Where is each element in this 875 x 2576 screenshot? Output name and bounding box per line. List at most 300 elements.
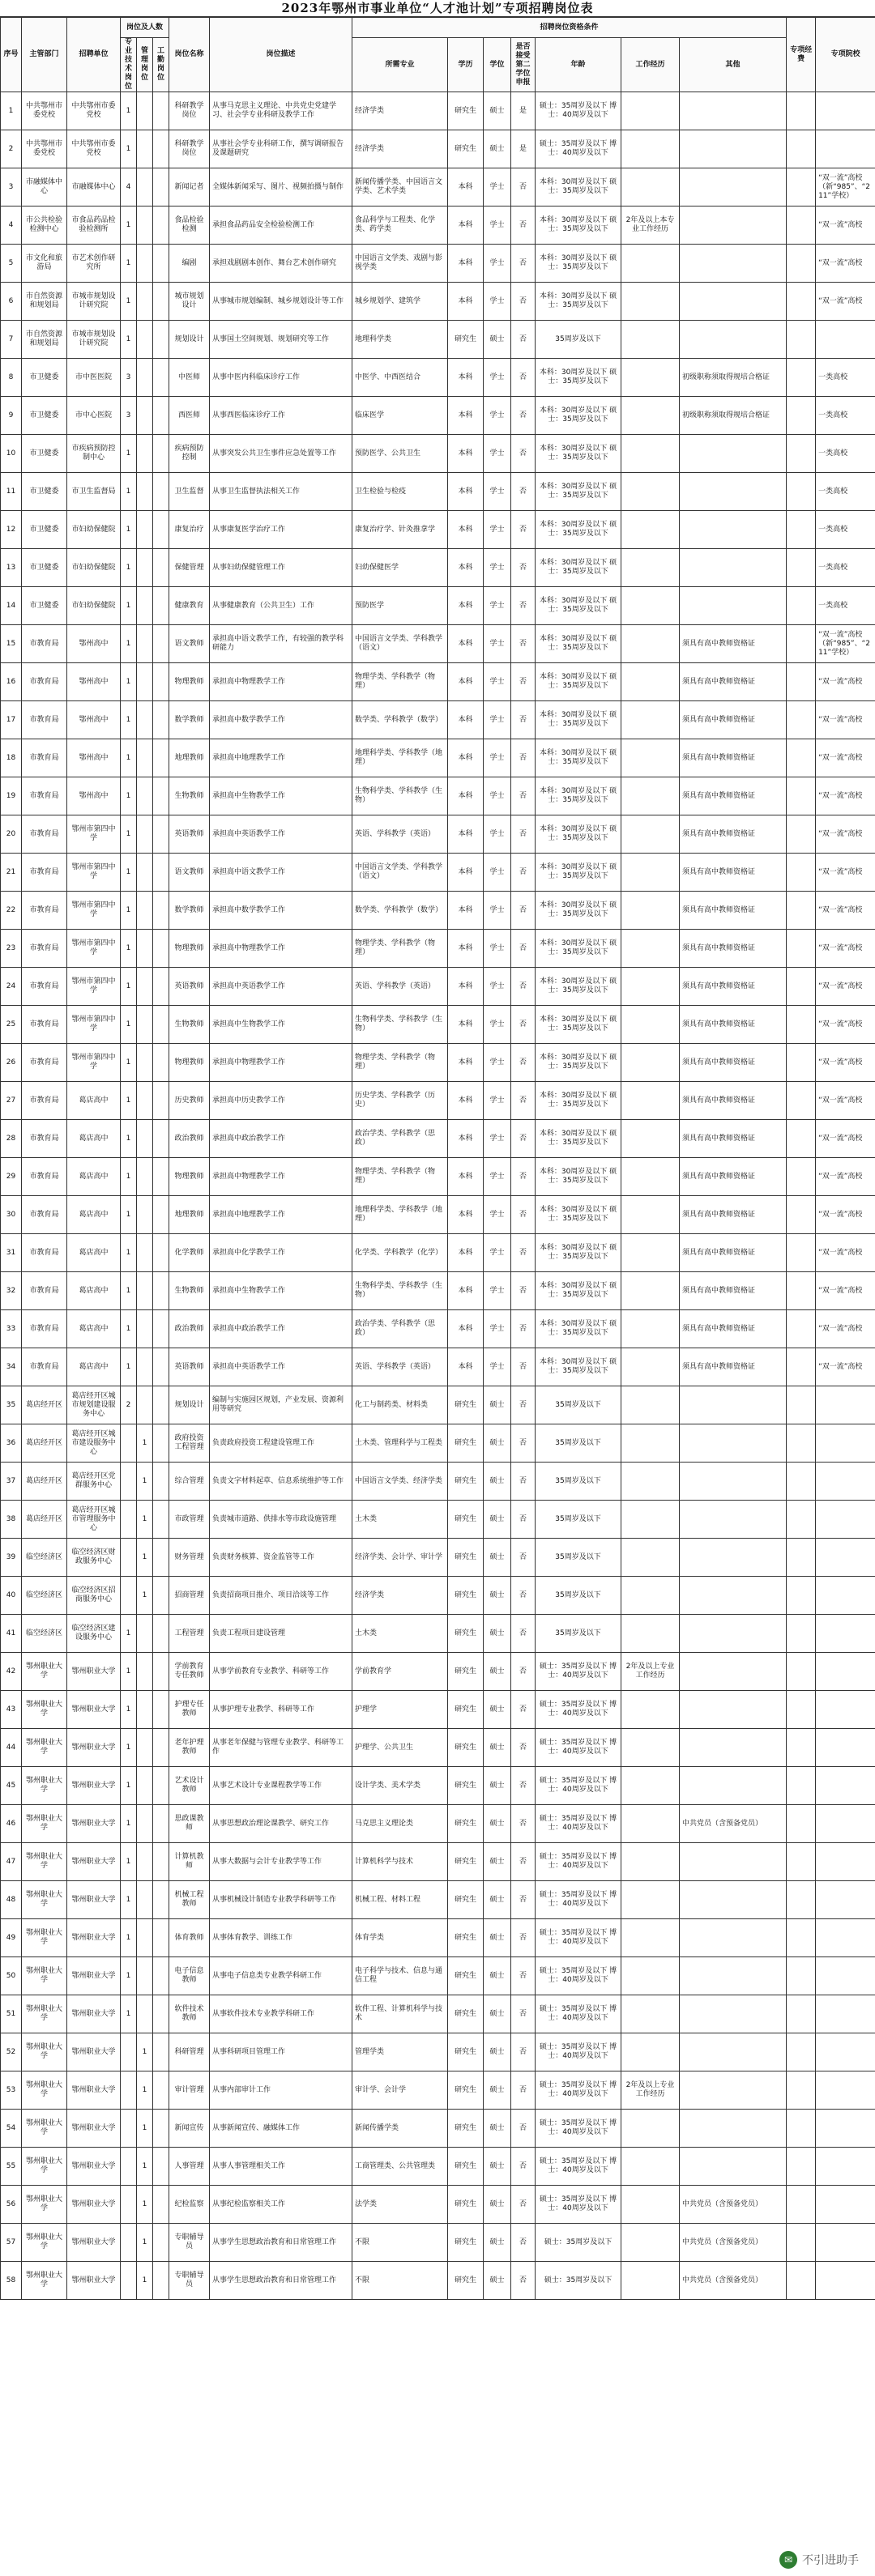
cell-school — [816, 1767, 875, 1805]
cell-post: 英语教师 — [169, 1348, 210, 1386]
cell-dept: 市卫健委 — [22, 397, 67, 435]
cell-school — [816, 2262, 875, 2300]
cell-desc: 从事思想政治理论课教学、研究工作 — [210, 1805, 352, 1843]
cell-post: 电子信息教师 — [169, 1957, 210, 1995]
cell-post: 物理教师 — [169, 930, 210, 968]
cell-pref: 否 — [511, 2224, 536, 2262]
cell-degree: 硕士 — [484, 1805, 511, 1843]
table-row — [1, 1577, 875, 1615]
cell-quota-tech: 2 — [121, 1386, 137, 1424]
cell-fund — [787, 511, 816, 549]
cell-age: 本科：30周岁及以下 硕士：35周岁及以下 — [536, 435, 621, 473]
cell-major: 土木类 — [352, 1615, 448, 1653]
cell-pref: 否 — [511, 1881, 536, 1919]
cell-major: 数学类、学科教学（数学） — [352, 892, 448, 930]
cell-seq: 10 — [1, 435, 22, 473]
cell-pref: 否 — [511, 1044, 536, 1082]
cell-desc: 负责招商项目推介、项目洽谈等工作 — [210, 1577, 352, 1615]
cell-quota-work — [153, 207, 169, 245]
cell-seq: 33 — [1, 1310, 22, 1348]
cell-other: 须具有高中教师资格证 — [680, 1082, 787, 1120]
cell-age: 本科：30周岁及以下 硕士：35周岁及以下 — [536, 245, 621, 283]
cell-major: 化工与制药类、材料类 — [352, 1386, 448, 1424]
cell-exp: 2年及以上专业工作经历 — [621, 2071, 680, 2110]
cell-major: 政治学类、学科教学（思政） — [352, 1310, 448, 1348]
cell-quota-mgmt — [137, 1348, 153, 1386]
cell-other: 须具有高中教师资格证 — [680, 1234, 787, 1272]
cell-desc: 承担高中生物教学工作 — [210, 777, 352, 815]
cell-quota-work — [153, 1615, 169, 1653]
cell-quota-work — [153, 2110, 169, 2148]
cell-fund — [787, 321, 816, 359]
cell-post: 数学教师 — [169, 892, 210, 930]
cell-edu: 本科 — [448, 701, 484, 739]
cell-quota-work — [153, 1006, 169, 1044]
cell-fund — [787, 1729, 816, 1767]
cell-quota-work — [153, 2262, 169, 2300]
cell-fund — [787, 815, 816, 854]
cell-major: 地理科学类 — [352, 321, 448, 359]
cell-post: 疾病预防控制 — [169, 435, 210, 473]
cell-unit: 中共鄂州市委党校 — [67, 92, 121, 130]
cell-unit: 鄂州高中 — [67, 625, 121, 663]
cell-post: 计算机教师 — [169, 1843, 210, 1881]
cell-age: 本科：30周岁及以下 硕士：35周岁及以下 — [536, 739, 621, 777]
cell-school: “双一流”高校 — [816, 1196, 875, 1234]
cell-other: 须具有高中教师资格证 — [680, 892, 787, 930]
cell-seq: 22 — [1, 892, 22, 930]
cell-fund — [787, 1348, 816, 1386]
cell-quota-work — [153, 283, 169, 321]
cell-school: 一类高校 — [816, 473, 875, 511]
cell-seq: 54 — [1, 2110, 22, 2148]
cell-pref: 否 — [511, 1082, 536, 1120]
cell-dept: 葛店经开区 — [22, 1424, 67, 1463]
cell-other: 须具有高中教师资格证 — [680, 854, 787, 892]
cell-degree: 硕士 — [484, 130, 511, 168]
cell-fund — [787, 1577, 816, 1615]
cell-seq: 41 — [1, 1615, 22, 1653]
cell-school: “双一流”高校（新“985”、“211”学校） — [816, 625, 875, 663]
cell-quota-work — [153, 968, 169, 1006]
cell-major: 数学类、学科教学（数学） — [352, 701, 448, 739]
cell-quota-work — [153, 739, 169, 777]
cell-unit: 鄂州职业大学 — [67, 2110, 121, 2148]
cell-desc: 从事社会学专业科研工作，撰写调研报告及课题研究 — [210, 130, 352, 168]
cell-pref: 否 — [511, 1120, 536, 1158]
cell-fund — [787, 92, 816, 130]
cell-quota-tech: 1 — [121, 625, 137, 663]
cell-dept: 市教育局 — [22, 1348, 67, 1386]
cell-quota-mgmt — [137, 1120, 153, 1158]
cell-school: “双一流”高校 — [816, 1310, 875, 1348]
cell-post: 学前教育专任教师 — [169, 1653, 210, 1691]
cell-fund — [787, 1919, 816, 1957]
cell-seq: 7 — [1, 321, 22, 359]
cell-edu: 本科 — [448, 1272, 484, 1310]
cell-quota-tech: 1 — [121, 587, 137, 625]
cell-major: 不限 — [352, 2224, 448, 2262]
cell-dept: 市教育局 — [22, 1082, 67, 1120]
cell-exp — [621, 930, 680, 968]
cell-desc: 承担高中英语教学工作 — [210, 968, 352, 1006]
cell-pref: 否 — [511, 207, 536, 245]
cell-degree: 学士 — [484, 359, 511, 397]
cell-dept: 市融媒体中心 — [22, 168, 67, 207]
cell-pref: 否 — [511, 815, 536, 854]
cell-major: 中国语言文学类、学科教学（语文） — [352, 625, 448, 663]
cell-school: “双一流”高校 — [816, 930, 875, 968]
cell-degree: 学士 — [484, 1082, 511, 1120]
cell-quota-mgmt: 1 — [137, 2110, 153, 2148]
table-row — [1, 930, 875, 968]
cell-quota-tech: 1 — [121, 1272, 137, 1310]
cell-quota-mgmt — [137, 1615, 153, 1653]
cell-other: 须具有高中教师资格证 — [680, 815, 787, 854]
cell-quota-tech: 1 — [121, 1691, 137, 1729]
cell-quota-work — [153, 815, 169, 854]
cell-exp — [621, 473, 680, 511]
cell-unit: 葛店高中 — [67, 1120, 121, 1158]
cell-seq: 17 — [1, 701, 22, 739]
cell-dept: 市教育局 — [22, 1196, 67, 1234]
cell-age: 本科：30周岁及以下 硕士：35周岁及以下 — [536, 473, 621, 511]
header-unit: 招聘单位 — [67, 18, 121, 92]
cell-quota-work — [153, 1310, 169, 1348]
cell-pref: 否 — [511, 2110, 536, 2148]
cell-fund — [787, 207, 816, 245]
cell-degree: 学士 — [484, 968, 511, 1006]
cell-other — [680, 1615, 787, 1653]
cell-quota-tech: 1 — [121, 1729, 137, 1767]
cell-other — [680, 1501, 787, 1539]
cell-age: 硕士：35周岁及以下 博士：40周岁及以下 — [536, 2186, 621, 2224]
cell-pref: 否 — [511, 473, 536, 511]
cell-quota-mgmt — [137, 739, 153, 777]
cell-major: 电子科学与技术、信息与通信工程 — [352, 1957, 448, 1995]
cell-edu: 本科 — [448, 397, 484, 435]
header-quota-tech: 专业技术岗位 — [121, 38, 137, 92]
table-row — [1, 1843, 875, 1881]
cell-degree: 学士 — [484, 168, 511, 207]
cell-dept: 市教育局 — [22, 815, 67, 854]
cell-quota-work — [153, 1082, 169, 1120]
cell-post: 软件技术教师 — [169, 1995, 210, 2033]
cell-major: 中国语言文学类、戏剧与影视学类 — [352, 245, 448, 283]
cell-seq: 47 — [1, 1843, 22, 1881]
cell-edu: 研究生 — [448, 1805, 484, 1843]
cell-pref: 否 — [511, 1539, 536, 1577]
cell-degree: 学士 — [484, 1006, 511, 1044]
cell-desc: 从事新闻宣传、融媒体工作 — [210, 2110, 352, 2148]
cell-fund — [787, 283, 816, 321]
cell-age: 本科：30周岁及以下 硕士：35周岁及以下 — [536, 1006, 621, 1044]
cell-quota-work — [153, 663, 169, 701]
cell-other: 初级职称须取得规培合格证 — [680, 359, 787, 397]
cell-quota-tech: 1 — [121, 1919, 137, 1957]
cell-age: 35周岁及以下 — [536, 321, 621, 359]
cell-other — [680, 511, 787, 549]
cell-exp — [621, 1386, 680, 1424]
table-row — [1, 1272, 875, 1310]
cell-edu: 研究生 — [448, 1729, 484, 1767]
cell-major: 康复治疗学、针灸推拿学 — [352, 511, 448, 549]
cell-age: 35周岁及以下 — [536, 1615, 621, 1653]
cell-major: 物理学类、学科教学（物理） — [352, 930, 448, 968]
cell-desc: 从事城市规划编制、城乡规划设计等工作 — [210, 283, 352, 321]
cell-edu: 本科 — [448, 549, 484, 587]
cell-degree: 学士 — [484, 1272, 511, 1310]
cell-post: 政治教师 — [169, 1310, 210, 1348]
cell-other: 须具有高中教师资格证 — [680, 739, 787, 777]
cell-quota-tech: 1 — [121, 1044, 137, 1082]
cell-unit: 鄂州职业大学 — [67, 2224, 121, 2262]
cell-fund — [787, 549, 816, 587]
cell-unit: 葛店高中 — [67, 1082, 121, 1120]
cell-other: 须具有高中教师资格证 — [680, 625, 787, 663]
cell-major: 土木类 — [352, 1501, 448, 1539]
cell-quota-tech: 1 — [121, 549, 137, 587]
cell-edu: 本科 — [448, 892, 484, 930]
cell-quota-tech: 1 — [121, 473, 137, 511]
cell-edu: 研究生 — [448, 1691, 484, 1729]
cell-pref: 否 — [511, 1919, 536, 1957]
cell-seq: 19 — [1, 777, 22, 815]
cell-age: 本科：30周岁及以下 硕士：35周岁及以下 — [536, 207, 621, 245]
header-quota-work: 工勤岗位 — [153, 38, 169, 92]
cell-desc: 承担戏剧剧本创作、舞台艺术创作研究 — [210, 245, 352, 283]
cell-exp — [621, 1272, 680, 1310]
cell-age: 本科：30周岁及以下 硕士：35周岁及以下 — [536, 663, 621, 701]
cell-fund — [787, 1158, 816, 1196]
cell-post: 招商管理 — [169, 1577, 210, 1615]
cell-major: 经济学类 — [352, 92, 448, 130]
cell-major: 新闻传播学类 — [352, 2110, 448, 2148]
cell-exp — [621, 777, 680, 815]
table-row — [1, 359, 875, 397]
cell-pref: 否 — [511, 587, 536, 625]
wechat-icon: ✉ — [779, 2551, 797, 2569]
cell-unit: 鄂州职业大学 — [67, 1881, 121, 1919]
cell-major: 临床医学 — [352, 397, 448, 435]
cell-quota-tech: 1 — [121, 968, 137, 1006]
table-row — [1, 1501, 875, 1539]
cell-unit: 葛店高中 — [67, 1348, 121, 1386]
cell-school: “双一流”高校 — [816, 245, 875, 283]
cell-edu: 研究生 — [448, 92, 484, 130]
table-row — [1, 1006, 875, 1044]
cell-quota-tech — [121, 1501, 137, 1539]
cell-pref: 否 — [511, 1272, 536, 1310]
cell-edu: 本科 — [448, 1006, 484, 1044]
cell-unit: 葛店高中 — [67, 1158, 121, 1196]
cell-dept: 临空经济区 — [22, 1615, 67, 1653]
cell-degree: 硕士 — [484, 2262, 511, 2300]
cell-post: 康复治疗 — [169, 511, 210, 549]
cell-age: 本科：30周岁及以下 硕士：35周岁及以下 — [536, 283, 621, 321]
cell-age: 35周岁及以下 — [536, 1386, 621, 1424]
table-row — [1, 92, 875, 130]
cell-edu: 本科 — [448, 777, 484, 815]
cell-quota-tech — [121, 2148, 137, 2186]
cell-other: 须具有高中教师资格证 — [680, 701, 787, 739]
cell-pref: 否 — [511, 1805, 536, 1843]
cell-dept: 市教育局 — [22, 854, 67, 892]
cell-school — [816, 2033, 875, 2071]
cell-unit: 鄂州职业大学 — [67, 1919, 121, 1957]
cell-degree: 硕士 — [484, 1767, 511, 1805]
cell-quota-mgmt — [137, 435, 153, 473]
cell-quota-tech: 1 — [121, 1196, 137, 1234]
cell-age: 35周岁及以下 — [536, 1501, 621, 1539]
cell-quota-mgmt: 1 — [137, 2148, 153, 2186]
cell-quota-work — [153, 854, 169, 892]
cell-quota-work — [153, 1196, 169, 1234]
cell-school: “双一流”高校（新“985”、“211”学校） — [816, 168, 875, 207]
cell-exp — [621, 1234, 680, 1272]
cell-quota-mgmt — [137, 777, 153, 815]
cell-school — [816, 1386, 875, 1424]
cell-degree: 学士 — [484, 701, 511, 739]
cell-school: “双一流”高校 — [816, 739, 875, 777]
cell-seq: 3 — [1, 168, 22, 207]
cell-dept: 鄂州职业大学 — [22, 1995, 67, 2033]
cell-quota-mgmt — [137, 1272, 153, 1310]
cell-unit: 鄂州职业大学 — [67, 1653, 121, 1691]
cell-quota-work — [153, 2148, 169, 2186]
table-row — [1, 1348, 875, 1386]
cell-quota-tech: 1 — [121, 1881, 137, 1919]
cell-unit: 葛店经开区城市管理服务中心 — [67, 1501, 121, 1539]
cell-desc: 承担高中物理教学工作 — [210, 930, 352, 968]
cell-quota-tech: 1 — [121, 892, 137, 930]
table-row — [1, 1082, 875, 1120]
cell-other — [680, 587, 787, 625]
cell-major: 物理学类、学科教学（物理） — [352, 1044, 448, 1082]
cell-dept: 市教育局 — [22, 777, 67, 815]
cell-pref: 否 — [511, 1501, 536, 1539]
cell-degree: 硕士 — [484, 1424, 511, 1463]
cell-major: 护理学、公共卫生 — [352, 1729, 448, 1767]
cell-other — [680, 321, 787, 359]
cell-post: 西医师 — [169, 397, 210, 435]
cell-quota-mgmt — [137, 1196, 153, 1234]
cell-quota-mgmt — [137, 1729, 153, 1767]
cell-desc: 从事健康教育（公共卫生）工作 — [210, 587, 352, 625]
cell-dept: 鄂州职业大学 — [22, 1691, 67, 1729]
cell-post: 规划设计 — [169, 321, 210, 359]
cell-dept: 市卫健委 — [22, 435, 67, 473]
cell-fund — [787, 625, 816, 663]
cell-seq: 24 — [1, 968, 22, 1006]
cell-dept: 鄂州职业大学 — [22, 2148, 67, 2186]
cell-school: “双一流”高校 — [816, 701, 875, 739]
cell-desc: 从事国土空间规划、规划研究等工作 — [210, 321, 352, 359]
cell-edu: 研究生 — [448, 2071, 484, 2110]
cell-edu: 研究生 — [448, 1386, 484, 1424]
cell-seq: 12 — [1, 511, 22, 549]
cell-quota-work — [153, 1272, 169, 1310]
cell-major: 地理科学类、学科教学（地理） — [352, 739, 448, 777]
cell-exp — [621, 549, 680, 587]
cell-fund — [787, 2071, 816, 2110]
cell-other: 须具有高中教师资格证 — [680, 1044, 787, 1082]
cell-desc: 承担高中历史教学工作 — [210, 1082, 352, 1120]
cell-degree: 硕士 — [484, 2186, 511, 2224]
cell-post: 专职辅导员 — [169, 2224, 210, 2262]
cell-pref: 否 — [511, 397, 536, 435]
cell-quota-mgmt — [137, 397, 153, 435]
cell-other — [680, 1691, 787, 1729]
cell-quota-tech: 1 — [121, 777, 137, 815]
cell-exp — [621, 663, 680, 701]
cell-age: 本科：30周岁及以下 硕士：35周岁及以下 — [536, 701, 621, 739]
cell-seq: 8 — [1, 359, 22, 397]
cell-pref: 否 — [511, 777, 536, 815]
cell-pref: 是 — [511, 130, 536, 168]
table-row — [1, 473, 875, 511]
cell-seq: 20 — [1, 815, 22, 854]
cell-age: 本科：30周岁及以下 硕士：35周岁及以下 — [536, 1310, 621, 1348]
cell-desc: 从事西医临床诊疗工作 — [210, 397, 352, 435]
cell-edu: 研究生 — [448, 1957, 484, 1995]
header-dept: 主管部门 — [22, 18, 67, 92]
cell-seq: 50 — [1, 1957, 22, 1995]
cell-exp — [621, 1843, 680, 1881]
cell-edu: 研究生 — [448, 1995, 484, 2033]
cell-quota-tech: 1 — [121, 1957, 137, 1995]
table-row — [1, 1691, 875, 1729]
cell-age: 本科：30周岁及以下 硕士：35周岁及以下 — [536, 511, 621, 549]
cell-edu: 本科 — [448, 1120, 484, 1158]
cell-seq: 44 — [1, 1729, 22, 1767]
cell-other — [680, 168, 787, 207]
cell-degree: 学士 — [484, 549, 511, 587]
cell-seq: 28 — [1, 1120, 22, 1158]
cell-seq: 29 — [1, 1158, 22, 1196]
cell-post: 地理教师 — [169, 1196, 210, 1234]
cell-edu: 本科 — [448, 1234, 484, 1272]
cell-edu: 本科 — [448, 435, 484, 473]
cell-other — [680, 1729, 787, 1767]
cell-pref: 否 — [511, 1386, 536, 1424]
cell-pref: 否 — [511, 701, 536, 739]
cell-dept: 鄂州职业大学 — [22, 2033, 67, 2071]
cell-edu: 本科 — [448, 930, 484, 968]
cell-unit: 葛店高中 — [67, 1310, 121, 1348]
cell-major: 中国语言文学类、学科教学（语文） — [352, 854, 448, 892]
cell-age: 本科：30周岁及以下 硕士：35周岁及以下 — [536, 1044, 621, 1082]
cell-edu: 本科 — [448, 1196, 484, 1234]
table-row — [1, 1463, 875, 1501]
cell-quota-tech — [121, 1577, 137, 1615]
cell-exp — [621, 1995, 680, 2033]
cell-quota-mgmt: 1 — [137, 2224, 153, 2262]
cell-post: 科研管理 — [169, 2033, 210, 2071]
cell-exp — [621, 283, 680, 321]
cell-exp — [621, 2186, 680, 2224]
cell-other — [680, 549, 787, 587]
cell-seq: 27 — [1, 1082, 22, 1120]
cell-degree: 学士 — [484, 1120, 511, 1158]
cell-fund — [787, 1386, 816, 1424]
cell-exp — [621, 1158, 680, 1196]
cell-quota-mgmt — [137, 930, 153, 968]
cell-major: 英语、学科教学（英语） — [352, 968, 448, 1006]
cell-edu: 本科 — [448, 1044, 484, 1082]
cell-major: 学前教育学 — [352, 1653, 448, 1691]
cell-unit: 鄂州职业大学 — [67, 2186, 121, 2224]
